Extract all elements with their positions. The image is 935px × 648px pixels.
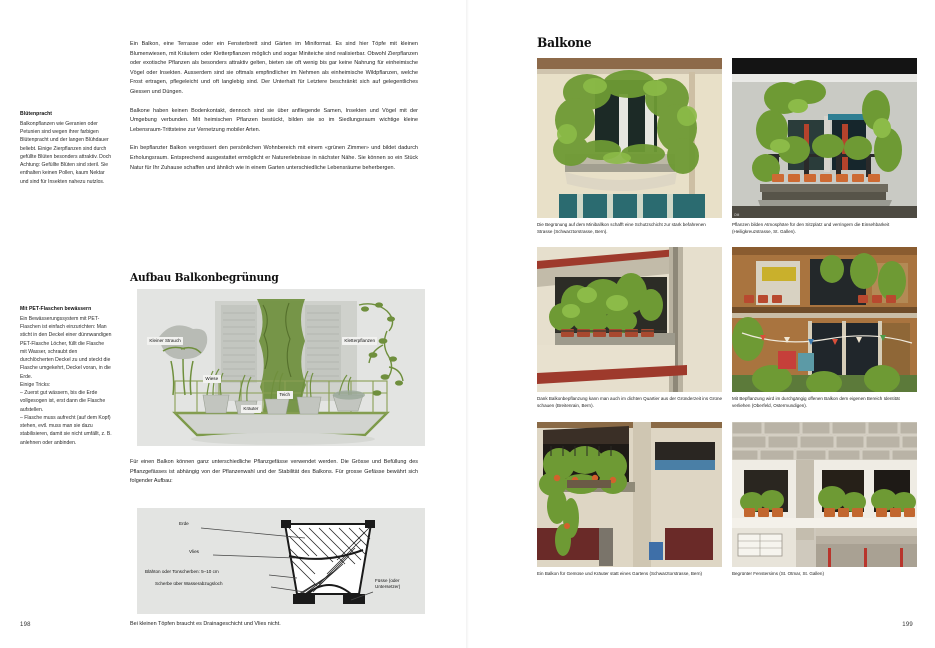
sidebar-column-blutenpracht	[20, 110, 112, 195]
sidebar-body-pet-trick-1: – Zuerst gut wässern, bis die Erde vollgesogen ist, erst dann die Flasche aufstellen.	[20, 390, 106, 413]
page-number-left: 198	[20, 622, 31, 628]
sidebar-block-blutenpracht	[20, 110, 112, 186]
photo-2-svg	[732, 58, 917, 218]
intro-paragraph-2: Balkone haben keinen Bodenkontakt, dennoch sind sie über anfliegende Samen, Insekten und Vögel mit der Umgebung verbunden. Mit heimischen Pflanzen bestückt, bilden sie so im Siedlungsraum wichtige kleine Lebensraum-Trittsteine zur Vernetzung mobiler Arten.	[130, 107, 418, 133]
diagram-label-wiese: Wiese	[203, 375, 221, 383]
photo-4-svg	[732, 247, 917, 392]
photo-balkon-breitenrain	[537, 247, 722, 392]
photo-caption-6: Begrünter Fenstersims (St. Otmar, St. Gallen)	[732, 570, 824, 576]
photo-5-svg	[537, 422, 722, 567]
photo-balkon-miniballkon	[537, 58, 722, 218]
sidebar-body-pet-trick-2: – Flasche muss aufrecht (auf dem Kopf) stehen, evtl. muss man sie dazu stabilisieren, damit sie nicht umfällt, z. B. anlehnen oder anbinden.	[20, 414, 112, 446]
section-heading-aufbau: Aufbau Balkonbegrünung	[130, 270, 279, 284]
diagram-label-kraeuter: Kräuter	[241, 405, 261, 413]
photo-caption-1: Die Begrünung auf dem Miniballkon schafft eine Schutzschicht zur stark befahrenen Strasse (Schwarztorstrasse, Bern).	[537, 222, 706, 234]
photo-caption-4: Mit Bepflanzung wird im durchgängig offenen Balkon dem eigenen Bereich Identität verliehen (Oberfeld, Ostermundigen).	[732, 396, 900, 409]
closing-note: Bei kleinen Töpfen braucht es Drainageschicht und Vlies nicht.	[130, 621, 281, 627]
sidebar-heading-pet-flaschen: Mit PET-Flaschen bewässern	[20, 306, 92, 312]
photo-cell-3	[537, 247, 722, 421]
photo-caption-2: Pflanzen bilden Atmosphäre für den Sitzplatz und verringern die Einsehbarkeit (Heiligkreuzstrasse, St. Gallen).	[732, 222, 890, 234]
sidebar-column-pet-flaschen	[20, 305, 112, 456]
diagram-label-kletterpflanzen: Kletterpflanzen	[342, 337, 377, 345]
left-page	[0, 0, 467, 648]
balcony-illustration-svg	[137, 289, 425, 446]
sidebar-body-pet-tricks-intro: Einige Tricks:	[20, 381, 51, 388]
photo-watermark-2: OM	[734, 212, 740, 217]
vessel-intro-text: Für einen Balkon können ganz unterschiedliche Pflanzgefässe verwendet werden. Die Grösse und Befüllung des Pflanzgefässes ist abhängig von der Pflanzenwahl und der Stabilität des Balkons. Für grosse Gefässe bewährt sich folgender Aufbau:	[130, 459, 418, 485]
photo-3-svg	[537, 247, 722, 392]
photo-cell-6	[732, 422, 917, 590]
photo-cell-4	[732, 247, 917, 421]
pot-label-vlies: Vlies	[189, 549, 199, 554]
page-title: Balkone	[537, 36, 592, 51]
spread-gutter-shadow	[466, 0, 469, 648]
pot-cross-section-illustration	[137, 508, 425, 614]
right-page	[467, 0, 935, 648]
page-number-right: 199	[902, 622, 913, 628]
sidebar-heading-blutenpracht: Blütenpracht	[20, 111, 53, 117]
photo-balkon-heiligkreuzstrasse	[732, 58, 917, 218]
main-text-column	[130, 40, 418, 173]
intro-paragraph-1: Ein Balkon, eine Terrasse oder ein Fensterbrett sind Gärten im Miniformat. Es sind hier Töpfe mit kleinen Blumenwiesen, mit Kräutern oder Kletterpflanzen möglich und sogar Miniteiche sind realisierbar. Obwohl Zierpflanzen oder exotische Pflanzen als besonders attraktiv gelten, bieten sie oft wenig bis gar keine Nahrung für einheimische Vögel oder Insekten. Ausserdem sind sie oftmals empfindlicher im Nehmen als einheimische Wildpflanzen, welche Frost ertragen, pflegeleicht und oft langlebig sind. Der Unterhalt für Letztere beschränkt sich auf gelegentliches Giessen und Düngen.	[130, 41, 418, 95]
photo-1-svg	[537, 58, 722, 218]
photo-fenstersims-st-otmar	[732, 422, 917, 567]
photo-6-svg	[732, 422, 917, 567]
photo-caption-3: Dank Balkonbepflanzung kann man auch im dichten Quartier aus der Gründerzeit ins Grüne schauen (Breitenrain, Bern).	[537, 396, 723, 409]
photo-grid	[537, 58, 917, 590]
sidebar-block-pet-flaschen	[20, 305, 112, 447]
photo-caption-5: Ein Balkon für Gemüse und Kräuter statt eines Gartens (Schwarztorstrasse, Bern)	[537, 570, 703, 576]
photo-balkon-gemuese-kraeuter	[537, 422, 722, 567]
pot-label-fuesse: Füsse (oder Untersetzer)	[375, 578, 401, 590]
sidebar-body-blutenpracht: Balkonpflanzen wie Geranien oder Petunien sind wegen ihrer farbigen Blütenpracht und der langen Blühdauer beliebt. Einige Zierpflanzen sind durch gefüllte Blüten besonders attraktiv. Doch Achtung: Gefüllte Blüten sind steril. Sie enthalten keinen Pollen, kaum Nektar und sind für Insekten nahezu nutzlos.	[20, 120, 112, 185]
photo-cell-5	[537, 422, 722, 590]
diagram-label-kleiner-strauch: Kleiner Strauch	[147, 337, 183, 345]
photo-cell-2	[732, 58, 917, 247]
pot-label-scherbe: Scherbe über Wasserabzugsloch	[155, 581, 223, 586]
photo-balkon-oberfeld	[732, 247, 917, 392]
pot-label-erde: Erde	[179, 521, 189, 526]
diagram-label-teich: Teich	[277, 391, 293, 399]
photo-cell-1	[537, 58, 722, 247]
intro-paragraph-3: Ein bepflanzter Balkon vergrössert den persönlichen Wohnbereich mit einem «grünen Zimmer» und bildet dadurch Erholungsraum. Entsprechend ausgestattet ermöglicht er Naturerlebnisse in nächster Nähe. Sie können so ein Stück Natur für Ihr Zuhause schaffen und ähnlich wie in einem Garten unterschiedliche Lebensräume beherbergen.	[130, 145, 418, 171]
balcony-illustration	[137, 289, 425, 446]
sidebar-body-pet-flaschen: Ein Bewässerungssystem mit PET-Flaschen ist einfach einzurichten: Man sticht in den Deckel einer dünnwandigen PET-Flasche Löcher, füllt die Flasche mit Wasser, schraubt den durchlöcherten Deckel zu und steckt die Flasche umgekehrt, Deckel voran, in die Erde.	[20, 315, 112, 380]
pot-label-blaehton: Blähton oder Tonscherben: 5–10 cm	[145, 569, 219, 574]
